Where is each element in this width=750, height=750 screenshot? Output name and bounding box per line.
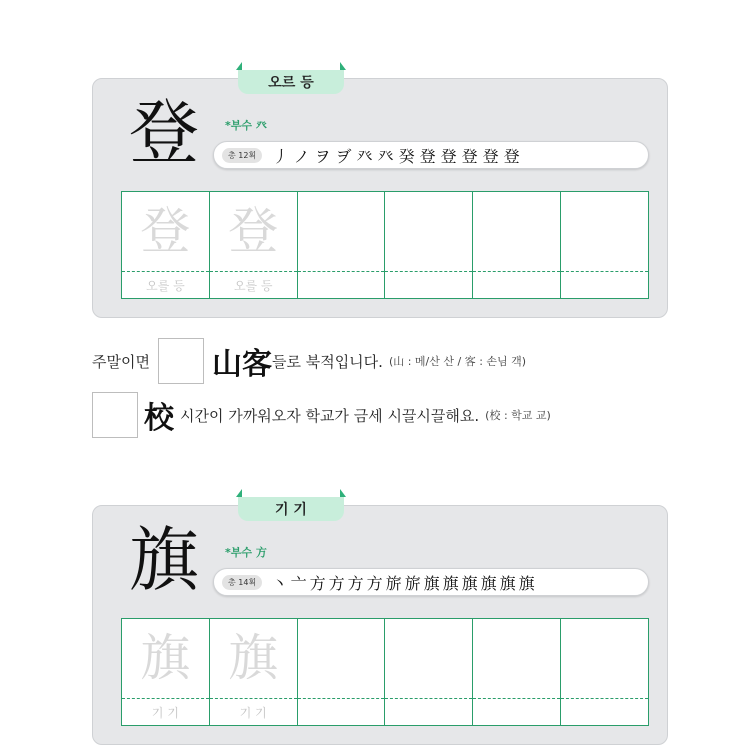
stroke-step: 亠 bbox=[290, 573, 307, 593]
guide-line bbox=[473, 698, 560, 699]
writing-cell[interactable] bbox=[298, 619, 386, 725]
guide-line bbox=[298, 271, 385, 272]
stroke-count-badge: 총 14획 bbox=[222, 575, 262, 590]
stroke-step: 登 bbox=[503, 146, 520, 166]
hanja-practice-card bbox=[92, 78, 668, 318]
trace-reading: 오를 등 bbox=[233, 279, 273, 293]
writing-cell[interactable] bbox=[561, 619, 648, 725]
writing-cell[interactable] bbox=[473, 619, 561, 725]
stroke-step: 旗 bbox=[518, 573, 535, 593]
sentence-note: (校 : 학교 교) bbox=[485, 409, 551, 422]
radical-label: *부수 方 bbox=[225, 546, 267, 559]
stroke-step: ノ bbox=[293, 146, 310, 166]
sentence-text-before: 주말이면 bbox=[92, 352, 150, 371]
radical-label: *부수 癶 bbox=[225, 119, 267, 132]
hanja-character: 旗 bbox=[129, 519, 199, 601]
stroke-step: 癶 bbox=[356, 146, 373, 166]
stroke-step: 方 bbox=[366, 573, 383, 593]
trace-reading: 오를 등 bbox=[146, 279, 185, 293]
trace-cell[interactable] bbox=[210, 619, 298, 725]
writing-cell[interactable] bbox=[561, 192, 648, 298]
stroke-step: 方 bbox=[309, 573, 326, 593]
writing-cell[interactable] bbox=[385, 619, 473, 725]
trace-reading: 기 기 bbox=[151, 706, 179, 720]
hanja-practice-card bbox=[92, 505, 668, 745]
stroke-step: 丿 bbox=[272, 146, 289, 166]
stroke-step: 方 bbox=[328, 573, 345, 593]
trace-cell[interactable] bbox=[122, 619, 210, 725]
guide-line bbox=[210, 698, 297, 699]
stroke-step: 旗 bbox=[461, 573, 478, 593]
guide-line bbox=[385, 698, 472, 699]
trace-cell[interactable] bbox=[122, 192, 210, 298]
answer-box[interactable] bbox=[158, 338, 204, 384]
trace-character: 旗 bbox=[140, 629, 191, 687]
stroke-step: 旂 bbox=[385, 573, 402, 593]
trace-cell[interactable] bbox=[210, 192, 298, 298]
stroke-step: 癸 bbox=[398, 146, 415, 166]
sentence-text-after: 들로 북적입니다. bbox=[271, 352, 383, 371]
stroke-step: 方 bbox=[347, 573, 364, 593]
guide-line bbox=[473, 271, 560, 272]
writing-grid bbox=[121, 191, 649, 299]
guide-line bbox=[385, 271, 472, 272]
guide-line bbox=[561, 271, 648, 272]
stroke-step: 登 bbox=[419, 146, 436, 166]
guide-line bbox=[122, 271, 209, 272]
fill-in-sentence bbox=[92, 337, 526, 385]
stroke-order-bar bbox=[213, 141, 649, 169]
stroke-step: ヺ bbox=[335, 146, 352, 166]
trace-character: 旗 bbox=[228, 629, 279, 687]
stroke-step: 登 bbox=[461, 146, 478, 166]
stroke-step: 旂 bbox=[404, 573, 421, 593]
stroke-step: ヲ bbox=[314, 146, 331, 166]
fill-in-sentence bbox=[92, 391, 551, 439]
trace-reading: 기 기 bbox=[239, 706, 267, 720]
hanja-character: 登 bbox=[129, 92, 199, 174]
writing-cell[interactable] bbox=[385, 192, 473, 298]
stroke-step: 旗 bbox=[480, 573, 497, 593]
stroke-count-badge: 총 12획 bbox=[222, 148, 262, 163]
trace-character: 登 bbox=[228, 202, 279, 260]
card-tab-label: 오르 등 bbox=[238, 70, 344, 94]
sentence-note: (山 : 메/산 산 / 客 : 손님 객) bbox=[388, 355, 527, 368]
stroke-sequence bbox=[270, 571, 536, 594]
trace-character: 登 bbox=[140, 202, 191, 260]
writing-cell[interactable] bbox=[298, 192, 386, 298]
sentence-hanja: 山客 bbox=[211, 347, 272, 382]
sentence-hanja: 校 bbox=[144, 401, 174, 436]
stroke-step: 丶 bbox=[271, 573, 288, 593]
stroke-step: 癶 bbox=[377, 146, 394, 166]
writing-cell[interactable] bbox=[473, 192, 561, 298]
guide-line bbox=[122, 698, 209, 699]
stroke-step: 登 bbox=[440, 146, 457, 166]
stroke-step: 登 bbox=[482, 146, 499, 166]
answer-box[interactable] bbox=[92, 392, 138, 438]
stroke-step: 旗 bbox=[442, 573, 459, 593]
stroke-step: 旗 bbox=[499, 573, 516, 593]
guide-line bbox=[298, 698, 385, 699]
stroke-step: 旗 bbox=[423, 573, 440, 593]
guide-line bbox=[561, 698, 648, 699]
sentence-text-after: 시간이 가까워오자 학교가 금세 시끌시끌해요. bbox=[180, 406, 480, 425]
stroke-order-bar bbox=[213, 568, 649, 596]
stroke-sequence bbox=[270, 144, 522, 167]
writing-grid bbox=[121, 618, 649, 726]
card-tab-label: 기 기 bbox=[238, 497, 344, 521]
guide-line bbox=[210, 271, 297, 272]
